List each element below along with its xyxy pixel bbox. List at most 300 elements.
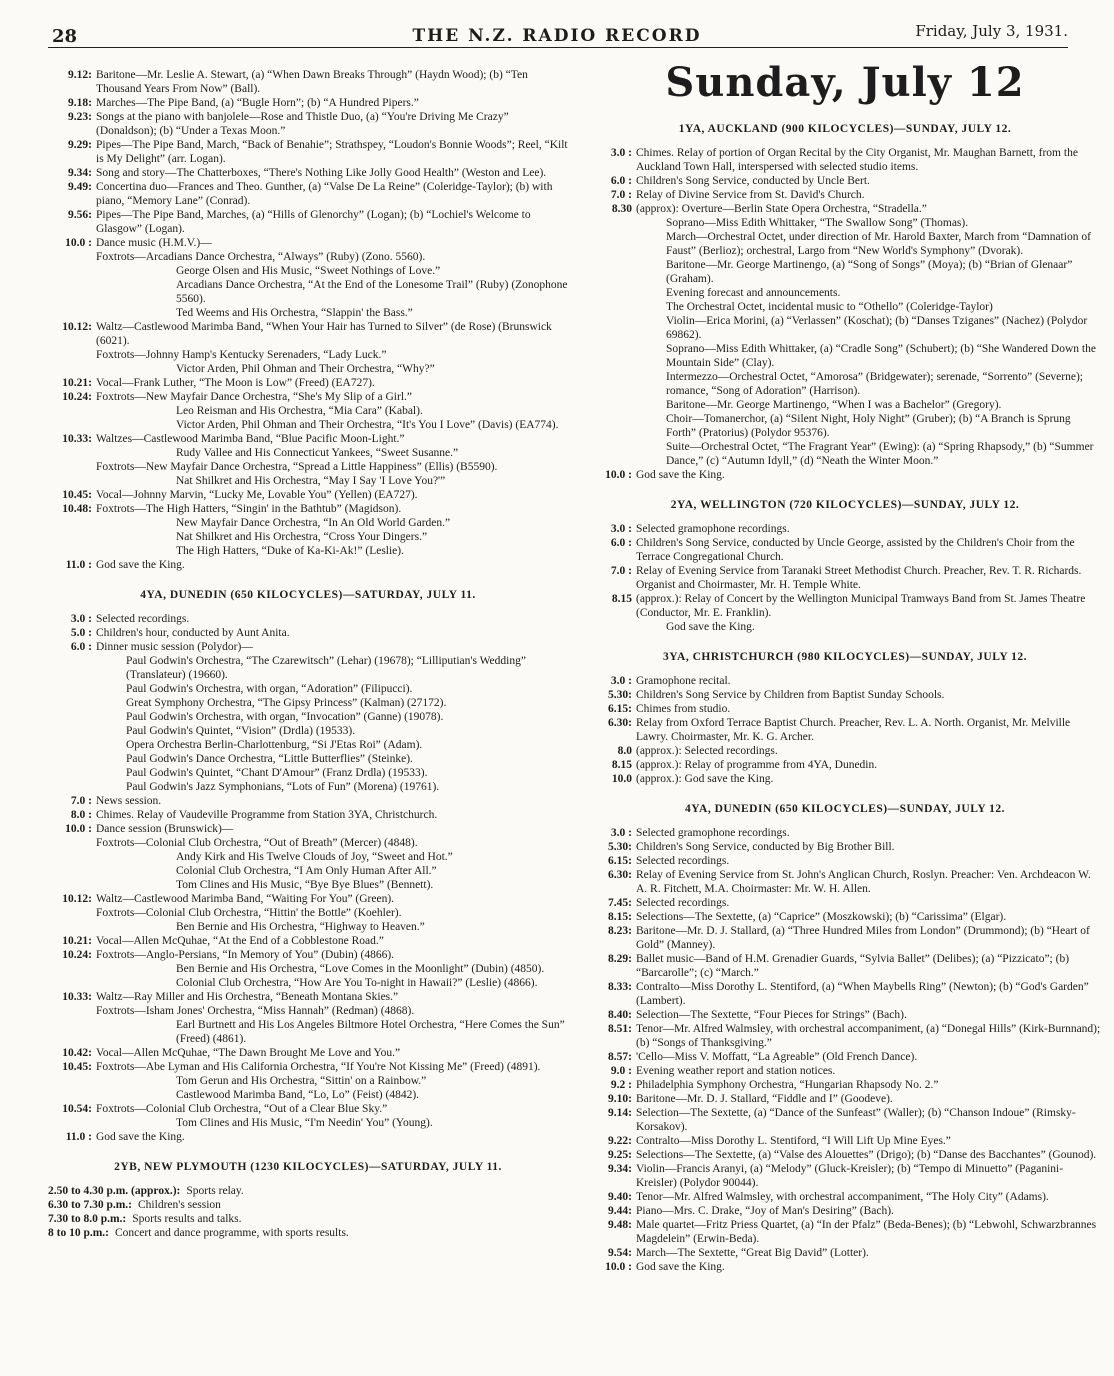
programme-text: Foxtrots—Johnny Hamp's Kentucky Serenaders, “Lady Luck.” [96, 349, 387, 361]
programme-text: Selection—The Sextette, “Four Pieces for Strings” (Bach). [636, 1009, 907, 1021]
page-number: 28 [52, 26, 78, 47]
programme-text: Chimes. Relay of Vaudeville Programme from Station 3YA, Christchurch. [96, 809, 438, 821]
programme-item [48, 962, 568, 976]
programme-item [588, 896, 1102, 910]
programme-text: Evening forecast and announcements. [666, 287, 841, 299]
programme-item [48, 878, 568, 892]
programme-text: God save the King. [96, 1131, 185, 1143]
programme-time: 6.0 : [610, 175, 632, 187]
programme-text: Violin—Erica Morini, (a) “Verlassen” (Koschat); (b) “Danses Tziganes” (Nachez) (Polydor 69862). [666, 315, 1088, 341]
programme-time: 9.34: [68, 167, 92, 179]
programme-text: Opera Orchestra Berlin-Charlottenburg, “Si J'Etas Roi” (Adam). [126, 739, 423, 751]
programme-item [588, 744, 1102, 758]
programme-time: 7.0 : [610, 189, 632, 201]
programme-item [48, 1184, 568, 1198]
programme-item [588, 716, 1102, 744]
programme-time: 10.24: [62, 949, 92, 961]
programme-item [48, 278, 568, 306]
left-column [48, 68, 568, 1240]
programme-item [588, 202, 1102, 216]
programme-text: Waltz—Ray Miller and His Orchestra, “Beneath Montana Skies.” [96, 991, 399, 1003]
programme-text: (approx): Overture—Berlin State Opera Orchestra, “Stradella.” [636, 203, 927, 215]
programme-time [48, 710, 96, 724]
programme-time: 6.0 : [610, 537, 632, 549]
programme-text: Children's session [138, 1199, 221, 1211]
programme-item [588, 1246, 1102, 1260]
programme-item [48, 1130, 568, 1144]
programme-text: Ballet music—Band of H.M. Grenadier Guards, “Sylvia Ballet” (Delibes); (a) “Pizzicato”; (b) “Barcarolle”; (c) “March.” [636, 953, 1070, 979]
saturday-continued-listing [48, 68, 568, 572]
programme-text: Choir—Tomanerchor, (a) “Silent Night, Holy Night” (Gruber); (b) “A Branch is Sprung Forth” (Pratorius) (Polydor 95376). [666, 413, 1071, 439]
programme-time: 10.0 : [65, 237, 92, 249]
programme-time: 9.18: [68, 97, 92, 109]
programme-item [48, 264, 568, 278]
programme-time: 3.0 : [610, 147, 632, 159]
programme-item [48, 892, 568, 906]
programme-text: Foxtrots—Colonial Club Orchestra, “Hittin' the Bottle” (Koehler). [96, 907, 402, 919]
programme-text: Children's Song Service by Children from Baptist Sunday Schools. [636, 689, 945, 701]
page-title: Sunday, July 12 [665, 59, 1025, 106]
programme-time: 5.30: [608, 841, 632, 853]
programme-item [48, 68, 568, 96]
programme-text: Waltzes—Castlewood Marimba Band, “Blue Pacific Moon-Light.” [96, 433, 405, 445]
programme-item [48, 794, 568, 808]
programme-text: Relay of Evening Service from Taranaki Street Methodist Church. Preacher, Rev. T. R. Richards. Organist and Choirmaster, Mr. H. Temple White. [636, 565, 1082, 591]
programme-item [588, 286, 1102, 300]
programme-text: God save the King. [636, 1261, 725, 1273]
programme-time [48, 516, 96, 530]
programme-item [588, 468, 1102, 482]
programme-text: Selected gramophone recordings. [636, 523, 790, 535]
programme-text: Paul Godwin's Quintet, “Chant D'Amour” (Franz Drdla) (19533). [126, 767, 428, 779]
programme-item [48, 376, 568, 390]
programme-text: Paul Godwin's Orchestra, with organ, “Invocation” (Ganne) (19078). [126, 711, 444, 723]
programme-time [588, 314, 636, 342]
programme-time: 5.0 : [70, 627, 92, 639]
programme-text: Foxtrots—Colonial Club Orchestra, “Out of Breath” (Mercer) (4848). [96, 837, 418, 849]
programme-item [48, 1018, 568, 1046]
programme-time [48, 306, 96, 320]
masthead: THE N.Z. RADIO RECORD [412, 26, 702, 46]
programme-time: 10.0 [611, 773, 632, 785]
programme-item [588, 868, 1102, 896]
programme-item [588, 564, 1102, 592]
programme-text: Song and story—The Chatterboxes, “There's Nothing Like Jolly Good Health” (Weston and Lee). [96, 167, 547, 179]
programme-time: 6.15: [608, 703, 632, 715]
programme-item [588, 412, 1102, 440]
programme-text: Tenor—Mr. Alfred Walmsley, with orchestral accompaniment, (a) “Donegal Hills” (Kirk-Burnnand); (b) “Songs of Thanksgiving.” [636, 1023, 1101, 1049]
programme-time: 9.22: [608, 1135, 632, 1147]
programme-time: 8.40: [608, 1009, 632, 1021]
programme-item [48, 1226, 568, 1240]
programme-time [48, 1018, 96, 1046]
programme-item [48, 166, 568, 180]
programme-text: Sports relay. [186, 1185, 244, 1197]
programme-time: 8.0 [617, 745, 632, 757]
programme-time [48, 766, 96, 780]
programme-time [48, 1088, 96, 1102]
programme-item [48, 474, 568, 488]
programme-item [48, 752, 568, 766]
programme-text: Marches—The Pipe Band, (a) “Bugle Horn”; (b) “A Hundred Pipers.” [96, 97, 419, 109]
section-heading-4ya-sunday: 4YA, DUNEDIN (650 KILOCYCLES)—SUNDAY, JULY 12. [685, 803, 1005, 815]
programme-text: Selected recordings. [636, 855, 730, 867]
2ya-sunday-listing [588, 522, 1102, 634]
programme-text: Chimes from studio. [636, 703, 731, 715]
programme-text: (approx.): God save the King. [636, 773, 774, 785]
programme-time: 10.24: [62, 391, 92, 403]
programme-text: Pipes—The Pipe Band, Marches, (a) “Hills of Glenorchy” (Logan); (b) “Lochiel's Welcome to Glasgow” (Logan). [96, 209, 531, 235]
programme-item [588, 910, 1102, 924]
programme-time: 10.33: [62, 433, 92, 445]
programme-time: 9.40: [608, 1191, 632, 1203]
programme-time [48, 850, 96, 864]
programme-time: 10.54: [62, 1103, 92, 1115]
programme-time: 8.33: [608, 981, 632, 993]
programme-item [48, 250, 568, 264]
programme-time: 8.29: [608, 953, 632, 965]
programme-time: 10.0 : [605, 469, 632, 481]
programme-item [48, 348, 568, 362]
programme-time [48, 976, 96, 990]
programme-time: 10.45: [62, 489, 92, 501]
programme-item [588, 1050, 1102, 1064]
programme-time: 8.30 [611, 203, 632, 215]
programme-text: Tenor—Mr. Alfred Walmsley, with orchestral accompaniment, “The Holy City” (Adams). [636, 1191, 1049, 1203]
programme-item [48, 808, 568, 822]
programme-item [588, 258, 1102, 286]
programme-item [588, 1218, 1102, 1246]
programme-text: God save the King. [96, 559, 185, 571]
programme-time: 10.21: [62, 935, 92, 947]
programme-item [48, 724, 568, 738]
section-heading-2ya-sunday: 2YA, WELLINGTON (720 KILOCYCLES)—SUNDAY, JULY 12. [670, 499, 1020, 511]
programme-time: 7.0 : [610, 565, 632, 577]
programme-text: Foxtrots—The High Hatters, “Singin' in the Bathtub” (Magidson). [96, 503, 402, 515]
programme-item [48, 1060, 568, 1074]
programme-time: 10.45: [62, 1061, 92, 1073]
programme-time: 3.0 : [610, 827, 632, 839]
programme-item [588, 772, 1102, 786]
programme-text: Sports results and talks. [132, 1213, 242, 1225]
programme-text: Paul Godwin's Orchestra, “The Czarewitsch” (Lehar) (19678); “Lilliputian's Wedding” (Translateur) (19660). [126, 655, 526, 681]
programme-item [588, 146, 1102, 174]
programme-text: Children's Song Service, conducted by Uncle George, assisted by the Children's Choir from the Terrace Congregational Church. [636, 537, 1075, 563]
programme-time [48, 1004, 96, 1018]
programme-text: March—Orchestral Octet, under direction of Mr. Harold Baxter, March from “Damnation of Faust” (Berlioz); orchestral, Largo from “New World's Symphony” (Dvorak). [666, 231, 1091, 257]
programme-item [48, 780, 568, 794]
programme-text: Waltz—Castlewood Marimba Band, “When Your Hair has Turned to Silver” (de Rose) (Brunswick (6021). [96, 321, 552, 347]
programme-text: Contralto—Miss Dorothy L. Stentiford, “I Will Lift Up Mine Eyes.” [636, 1135, 951, 1147]
programme-time: 11.0 : [65, 559, 92, 571]
programme-time [48, 696, 96, 710]
programme-time: 8.57: [608, 1051, 632, 1063]
programme-item [48, 418, 568, 432]
programme-item [588, 1148, 1102, 1162]
programme-item [588, 522, 1102, 536]
programme-time [588, 412, 636, 440]
programme-item [48, 320, 568, 348]
programme-item [48, 530, 568, 544]
programme-time: 6.30: [608, 869, 632, 881]
programme-time: 10.42: [62, 1047, 92, 1059]
programme-time [588, 398, 636, 412]
programme-item [48, 488, 568, 502]
programme-item [48, 766, 568, 780]
programme-time: 10.33: [62, 991, 92, 1003]
programme-time [588, 440, 636, 468]
programme-text: Philadelphia Symphony Orchestra, “Hungarian Rhapsody No. 2.” [636, 1079, 939, 1091]
programme-time: 9.23: [68, 111, 92, 123]
programme-item [48, 976, 568, 990]
programme-item [588, 300, 1102, 314]
programme-time: 9.25: [608, 1149, 632, 1161]
programme-item [48, 502, 568, 516]
programme-text: Baritone—Mr. D. J. Stallard, “Fiddle and I” (Goodeve). [636, 1093, 893, 1105]
programme-text: God save the King. [666, 621, 755, 633]
programme-item [588, 1064, 1102, 1078]
programme-item [48, 208, 568, 236]
programme-time [588, 230, 636, 258]
programme-text: Tom Clines and His Music, “Bye Bye Blues” (Bennett). [176, 879, 434, 891]
programme-text: Children's Song Service, conducted by Big Brother Bill. [636, 841, 895, 853]
programme-time: 2.50 to 4.30 p.m. (approx.): [48, 1185, 181, 1197]
programme-time [48, 752, 96, 766]
page-header [0, 0, 1114, 50]
programme-text: Tom Gerun and His Orchestra, “Sittin' on a Rainbow.” [176, 1075, 427, 1087]
programme-time: 9.2 : [610, 1079, 632, 1091]
programme-time [48, 962, 96, 976]
programme-text: Andy Kirk and His Twelve Clouds of Joy, “Sweet and Hot.” [176, 851, 453, 863]
programme-time [588, 300, 636, 314]
programme-text: Foxtrots—New Mayfair Dance Orchestra, “Spread a Little Happiness” (Ellis) (B5590). [96, 461, 498, 473]
programme-item [588, 1106, 1102, 1134]
programme-item [48, 138, 568, 166]
programme-item [48, 626, 568, 640]
header-rule [48, 47, 1068, 48]
programme-item [588, 342, 1102, 370]
programme-text: Concert and dance programme, with sports results. [115, 1227, 349, 1239]
programme-text: Nat Shilkret and His Orchestra, “May I Say 'I Love You?'” [176, 475, 446, 487]
programme-text: Paul Godwin's Orchestra, with organ, “Adoration” (Filipucci). [126, 683, 413, 695]
programme-item [48, 990, 568, 1004]
programme-time: 3.0 : [70, 613, 92, 625]
programme-text: Ben Bernie and His Orchestra, “Highway to Heaven.” [176, 921, 425, 933]
programme-time [48, 780, 96, 794]
programme-text: Dance music (H.M.V.)— [96, 237, 212, 249]
programme-time [48, 278, 96, 306]
programme-item [588, 216, 1102, 230]
programme-text: Vocal—Johnny Marvin, “Lucky Me, Lovable You” (Yellen) (EA727). [96, 489, 418, 501]
programme-time [48, 724, 96, 738]
programme-time [48, 682, 96, 696]
programme-item [588, 174, 1102, 188]
programme-text: Chimes. Relay of portion of Organ Recital by the City Organist, Mr. Maughan Barnett, from the Auckland Town Hall, interspersed with selected studio items. [636, 147, 1078, 173]
programme-text: Selected gramophone recordings. [636, 827, 790, 839]
programme-time: 6.15: [608, 855, 632, 867]
programme-item [588, 1162, 1102, 1190]
programme-item [48, 1102, 568, 1116]
programme-item [48, 710, 568, 724]
programme-item [48, 920, 568, 934]
programme-item [48, 682, 568, 696]
programme-text: Victor Arden, Phil Ohman and Their Orchestra, “Why?” [176, 363, 435, 375]
programme-text: Tom Clines and His Music, “I'm Needin' You” (Young). [176, 1117, 433, 1129]
programme-text: The Orchestral Octet, incidental music to “Othello” (Coleridge-Taylor) [666, 301, 993, 313]
programme-time: 10.0 : [605, 1261, 632, 1273]
programme-item [588, 440, 1102, 468]
programme-item [48, 640, 568, 654]
programme-text: Baritone—Mr. George Martinengo, “When I was a Bachelor” (Gregory). [666, 399, 1002, 411]
programme-text: Children's Song Service, conducted by Uncle Bert. [636, 175, 870, 187]
programme-time: 11.0 : [65, 1131, 92, 1143]
4ya-saturday-listing [48, 612, 568, 1144]
3ya-sunday-listing [588, 674, 1102, 786]
programme-item [588, 826, 1102, 840]
programme-time [48, 864, 96, 878]
programme-time [48, 738, 96, 752]
programme-text: Paul Godwin's Dance Orchestra, “Little Butterflies” (Steinke). [126, 753, 413, 765]
programme-time: 10.12: [62, 321, 92, 333]
programme-time [48, 264, 96, 278]
programme-time: 8.23: [608, 925, 632, 937]
programme-item [588, 1008, 1102, 1022]
programme-text: Foxtrots—Isham Jones' Orchestra, “Miss Hannah” (Redman) (4868). [96, 1005, 415, 1017]
programme-time [48, 348, 96, 362]
programme-item [588, 688, 1102, 702]
programme-text: Great Symphony Orchestra, “The Gipsy Princess” (Kalman) (27172). [126, 697, 447, 709]
programme-time: 9.48: [608, 1219, 632, 1231]
programme-item [48, 1212, 568, 1226]
programme-item [588, 620, 1102, 634]
programme-item [588, 370, 1102, 398]
programme-time [48, 250, 96, 264]
programme-time: 10.12: [62, 893, 92, 905]
programme-item [48, 390, 568, 404]
programme-item [588, 980, 1102, 1008]
programme-item [48, 110, 568, 138]
programme-text: (approx.): Relay of programme from 4YA, Dunedin. [636, 759, 878, 771]
programme-text: Leo Reisman and His Orchestra, “Mia Cara” (Kabal). [176, 405, 423, 417]
programme-time: 3.0 : [610, 675, 632, 687]
programme-item [48, 1116, 568, 1130]
programme-text: Nat Shilkret and His Orchestra, “Cross Your Dingers.” [176, 531, 428, 543]
programme-item [48, 654, 568, 682]
programme-item [48, 696, 568, 710]
programme-text: The High Hatters, “Duke of Ka-Ki-Ak!” (Leslie). [176, 545, 404, 557]
programme-text: Relay of Evening Service from St. John's Anglican Church, Roslyn. Preacher: Ven. Archdeacon W. A. R. Fitchett, M.A. Choirmaster: Mr. W. H. Allen. [636, 869, 1091, 895]
programme-item [588, 840, 1102, 854]
programme-item [588, 924, 1102, 952]
section-heading-1ya-sunday: 1YA, AUCKLAND (900 KILOCYCLES)—SUNDAY, JULY 12. [678, 123, 1012, 135]
programme-time: 8.15 [611, 593, 632, 605]
programme-text: George Olsen and His Music, “Sweet Nothings of Love.” [176, 265, 441, 277]
programme-time: 8.15: [608, 911, 632, 923]
programme-item [588, 230, 1102, 258]
programme-text: Colonial Club Orchestra, “How Are You To-night in Hawaii?” (Leslie) (4866). [176, 977, 538, 989]
programme-text: Waltz—Castlewood Marimba Band, “Waiting For You” (Green). [96, 893, 395, 905]
programme-item [588, 1092, 1102, 1106]
programme-text: Colonial Club Orchestra, “I Am Only Human After All.” [176, 865, 437, 877]
programme-text: Paul Godwin's Jazz Symphonians, “Lots of Fun” (Morena) (19761). [126, 781, 440, 793]
programme-time [48, 362, 96, 376]
1ya-sunday-listing [588, 146, 1102, 482]
programme-text: Dance session (Brunswick)— [96, 823, 234, 835]
programme-time: 5.30: [608, 689, 632, 701]
programme-text: 'Cello—Miss V. Moffatt, “La Agreable” (Old French Dance). [636, 1051, 918, 1063]
programme-item [48, 1198, 568, 1212]
programme-time: 8.0 : [70, 809, 92, 821]
programme-text: Foxtrots—Colonial Club Orchestra, “Out of a Clear Blue Sky.” [96, 1103, 388, 1115]
section-heading-2yb-saturday: 2YB, NEW PLYMOUTH (1230 KILOCYCLES)—SATURDAY, JULY 11. [114, 1161, 502, 1173]
programme-item [588, 398, 1102, 412]
programme-time: 6.0 : [70, 641, 92, 653]
programme-text: Foxtrots—Anglo-Persians, “In Memory of You” (Dubin) (4866). [96, 949, 395, 961]
programme-text: Baritone—Mr. Leslie A. Stewart, (a) “When Dawn Breaks Through” (Haydn Wood); (b) “Ten Thousand Years From Now” (Ball). [96, 69, 528, 95]
programme-item [588, 702, 1102, 716]
programme-text: Castlewood Marimba Band, “Lo, Lo” (Feist) (4842). [176, 1089, 420, 1101]
programme-item [48, 836, 568, 850]
programme-text: Rudy Vallee and His Connecticut Yankees, “Sweet Susanne.” [176, 447, 459, 459]
programme-time [48, 1074, 96, 1088]
programme-item [588, 536, 1102, 564]
programme-text: Relay of Divine Service from St. David's Church. [636, 189, 865, 201]
programme-text: Baritone—Mr. D. J. Stallard, (a) “Three Hundred Miles from London” (Drummond); (b) “Heart of Gold” (Manney). [636, 925, 1090, 951]
programme-time [48, 460, 96, 474]
programme-item [48, 516, 568, 530]
section-heading-3ya-sunday: 3YA, CHRISTCHURCH (980 KILOCYCLES)—SUNDAY, JULY 12. [663, 651, 1027, 663]
programme-text: Vocal—Allen McQuhae, “The Dawn Brought Me Love and You.” [96, 1047, 401, 1059]
programme-time [48, 906, 96, 920]
programme-text: Foxtrots—Arcadians Dance Orchestra, “Always” (Ruby) (Zono. 5560). [96, 251, 426, 263]
programme-item [48, 948, 568, 962]
programme-text: New Mayfair Dance Orchestra, “In An Old World Garden.” [176, 517, 451, 529]
programme-text: Ted Weems and His Orchestra, “Slappin' the Bass.” [176, 307, 413, 319]
programme-time: 10.0 : [65, 823, 92, 835]
programme-item [588, 592, 1102, 620]
programme-item [588, 758, 1102, 772]
programme-item [588, 1204, 1102, 1218]
programme-time: 9.29: [68, 139, 92, 151]
programme-item [48, 864, 568, 878]
programme-item [588, 952, 1102, 980]
programme-item [48, 236, 568, 250]
programme-time: 9.10: [608, 1093, 632, 1105]
programme-text: Pipes—The Pipe Band, March, “Back of Benahie”; Strathspey, “Loudon's Bonnie Woods”; Reel, “Kilt is My Delight” (arr. Logan). [96, 139, 568, 165]
programme-time: 9.34: [608, 1163, 632, 1175]
programme-time [588, 342, 636, 370]
programme-time: 7.45: [608, 897, 632, 909]
programme-text: Selections—The Sextette, (a) “Caprice” (Moszkowski); (b) “Carissima” (Elgar). [636, 911, 1007, 923]
4ya-sunday-listing [588, 826, 1102, 1274]
programme-text: (approx.): Relay of Concert by the Wellington Municipal Tramways Band from St. James Theatre (Conductor, Mr. E. Franklin). [636, 593, 1086, 619]
programme-time: 9.12: [68, 69, 92, 81]
programme-time [48, 878, 96, 892]
programme-text: Soprano—Miss Edith Whittaker, (a) “Cradle Song” (Schubert); (b) “She Wandered Down the Mountain Side” (Clay). [666, 343, 1096, 369]
programme-text: News session. [96, 795, 162, 807]
programme-item [48, 362, 568, 376]
programme-time [48, 654, 96, 682]
programme-text: Songs at the piano with banjolele—Rose and Thistle Duo, (a) “You're Driving Me Crazy” (Donaldson); (b) “Under a Texas Moon.” [96, 111, 509, 137]
programme-time: 9.56: [68, 209, 92, 221]
programme-time [48, 418, 96, 432]
programme-item [588, 314, 1102, 342]
programme-text: Baritone—Mr. George Martinengo, (a) “Song of Songs” (Moya); (b) “Brian of Glenaar” (Graham). [666, 259, 1073, 285]
programme-item [48, 306, 568, 320]
programme-item [48, 96, 568, 110]
programme-item [48, 1046, 568, 1060]
programme-text: Evening weather report and station notices. [636, 1065, 836, 1077]
